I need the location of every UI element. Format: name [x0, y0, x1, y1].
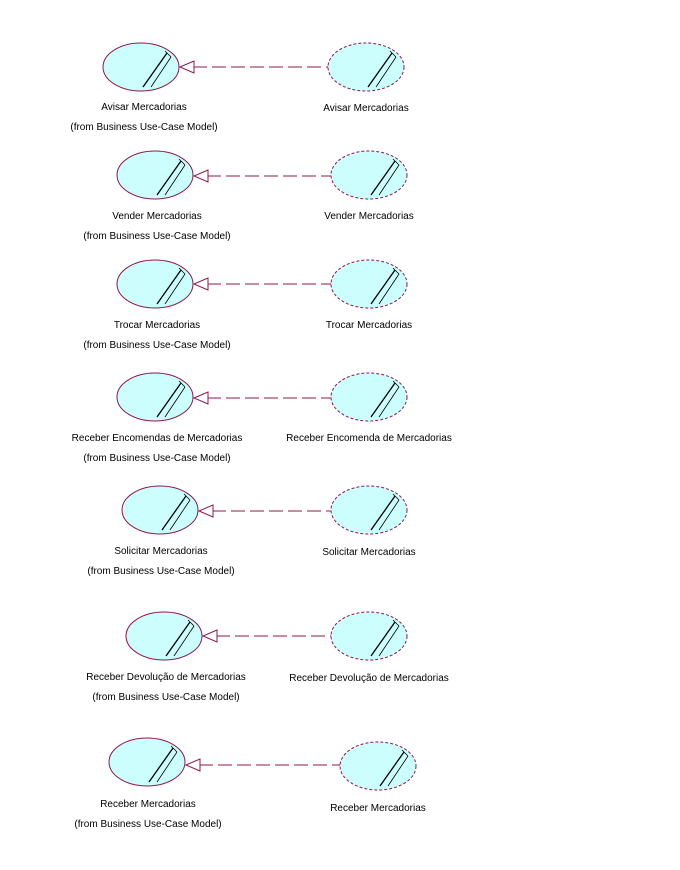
realization-pair [83, 151, 413, 242]
target-use-case-label: Receber Encomenda de Mercadorias [286, 433, 452, 444]
realization-arrow-icon [180, 61, 194, 73]
source-use-case-label: Solicitar Mercadorias [114, 546, 208, 557]
business-use-case[interactable] [103, 43, 179, 91]
source-origin-label: (from Business Use-Case Model) [74, 819, 222, 830]
business-use-case[interactable] [117, 260, 193, 308]
source-use-case-label: Avisar Mercadorias [101, 102, 187, 113]
business-use-case[interactable] [117, 373, 193, 421]
business-use-case[interactable] [109, 738, 185, 786]
use-case-realization[interactable] [331, 151, 407, 199]
target-use-case-label: Receber Devolução de Mercadorias [289, 673, 449, 684]
target-use-case-label: Solicitar Mercadorias [322, 547, 416, 558]
use-case-realization[interactable] [331, 373, 407, 421]
realization-pair [86, 612, 449, 703]
realization-pair [83, 260, 412, 351]
realization-arrow-icon [194, 278, 208, 290]
use-case-realization[interactable] [340, 742, 416, 790]
source-use-case-label: Trocar Mercadorias [113, 320, 201, 331]
use-case-realization[interactable] [331, 260, 407, 308]
source-origin-label: (from Business Use-Case Model) [70, 122, 218, 133]
use-case-realization[interactable] [331, 612, 407, 660]
target-use-case-label: Avisar Mercadorias [323, 103, 409, 114]
business-use-case[interactable] [117, 151, 193, 199]
realization-pair [70, 43, 408, 133]
source-use-case-label: Receber Encomendas de Mercadorias [71, 433, 243, 444]
target-use-case-label: Receber Mercadorias [330, 803, 426, 814]
target-use-case-label: Trocar Mercadorias [325, 320, 413, 331]
realization-arrow-icon [194, 392, 208, 404]
realization-pair [74, 738, 425, 830]
realization-arrow-icon [199, 505, 213, 517]
source-origin-label: (from Business Use-Case Model) [92, 692, 240, 703]
use-case-realization[interactable] [328, 43, 404, 91]
source-use-case-label: Receber Devolução de Mercadorias [86, 672, 246, 683]
realization-arrow-icon [186, 759, 200, 771]
use-case-realization[interactable] [331, 486, 407, 534]
business-use-case[interactable] [126, 612, 202, 660]
source-origin-label: (from Business Use-Case Model) [83, 231, 231, 242]
business-use-case[interactable] [122, 486, 198, 534]
target-use-case-label: Vender Mercadorias [324, 211, 414, 222]
realization-arrow-icon [203, 630, 217, 642]
source-use-case-label: Receber Mercadorias [100, 799, 196, 810]
source-origin-label: (from Business Use-Case Model) [83, 453, 231, 464]
realization-pair [72, 373, 452, 464]
realization-pair [87, 486, 415, 577]
source-origin-label: (from Business Use-Case Model) [83, 340, 231, 351]
realization-arrow-icon [194, 170, 208, 182]
source-use-case-label: Vender Mercadorias [112, 211, 202, 222]
source-origin-label: (from Business Use-Case Model) [87, 566, 235, 577]
